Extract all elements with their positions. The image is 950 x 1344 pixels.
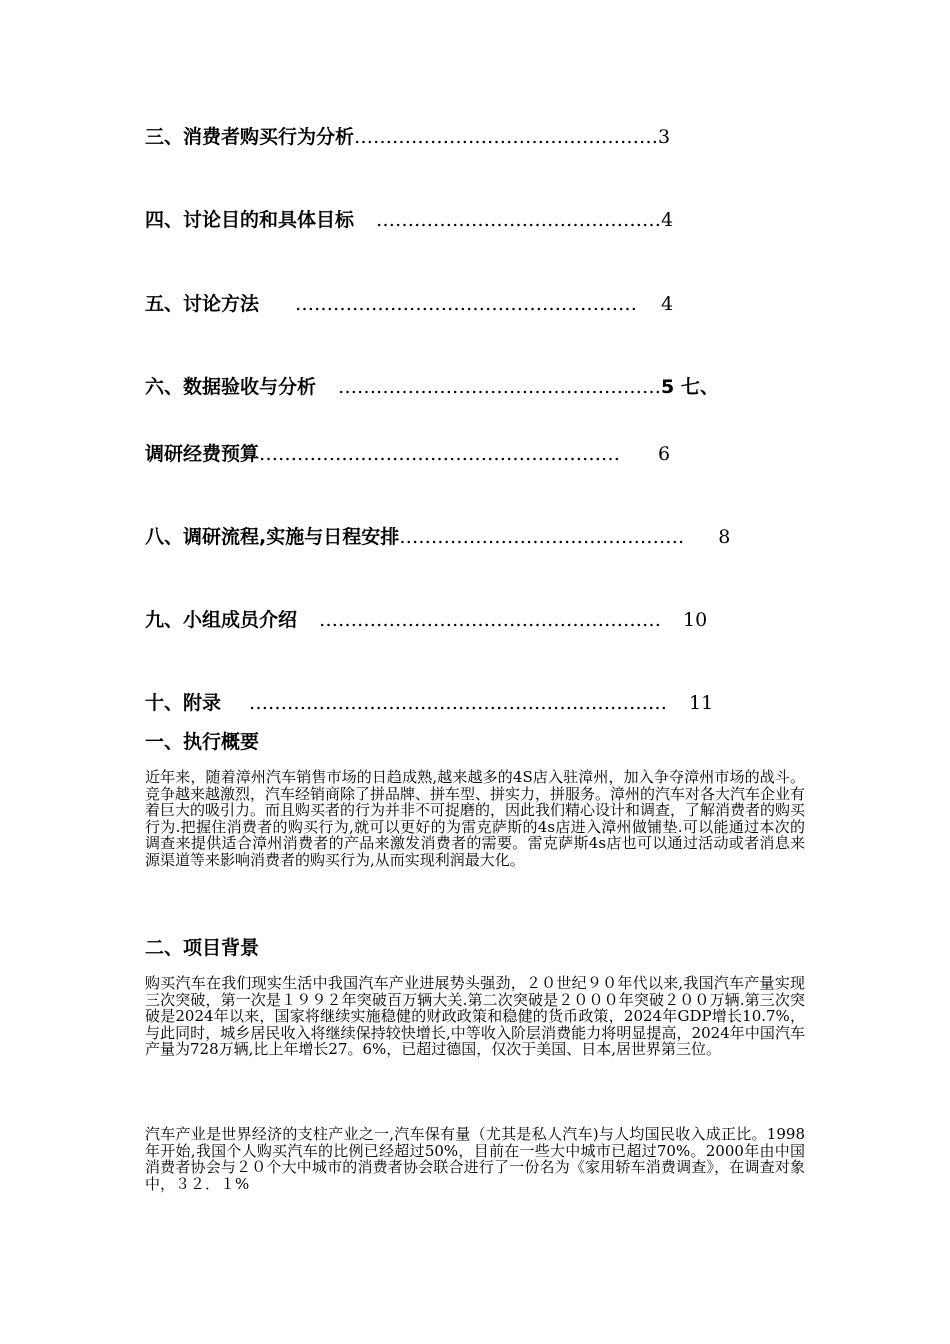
toc-dots: ………………………………………… bbox=[354, 126, 659, 148]
toc-dots: ……………………………………………… bbox=[319, 609, 662, 631]
section-heading-project-background: 二、项目背景 bbox=[145, 937, 260, 959]
toc-title: 四、讨论目的和具体目标 bbox=[145, 209, 355, 231]
toc-page-number: 5 七、 bbox=[661, 376, 719, 398]
section-heading-exec-summary: 一、执行概要 bbox=[145, 731, 260, 753]
toc-page-number: 4 bbox=[661, 293, 674, 315]
toc-title: 五、讨论方法 bbox=[145, 293, 260, 315]
toc-page-number: 4 bbox=[661, 209, 674, 231]
toc-line-8[interactable] bbox=[145, 525, 730, 549]
toc-title: 八、调研流程,实施与日程安排 bbox=[145, 526, 400, 548]
toc-line-7[interactable] bbox=[145, 442, 670, 466]
toc-title: 九、小组成员介绍 bbox=[145, 609, 298, 631]
project-background-paragraph-1: 购买汽车在我们现实生活中我国汽车产业进展势头强劲，２０世纪９０年代以来,我国汽车产量实现三次突破，第一次是１９９２年突破百万辆大关.第二次突破是２０００年突破２００万辆.第三次突破是2024年以来，国家将继续实施稳健的财政政策和稳健的货币政策，2024年GDP增长10.7%，与此同时，城乡居民收入将继续保持较快增长,中等收入阶层消费能力将明显提高，2024年中国汽车产量为728万辆,比上年增长27。6%，已超过德国，仅次于美国、日本,居世界第三位。 bbox=[145, 974, 805, 1059]
toc-dots: ……………………………………………… bbox=[295, 293, 638, 315]
toc-dots: ………………………………………………………… bbox=[249, 692, 668, 714]
toc-page-number: 6 bbox=[658, 443, 671, 465]
toc-line-10[interactable] bbox=[145, 691, 713, 715]
toc-line-5[interactable] bbox=[145, 292, 673, 316]
toc-line-3[interactable] bbox=[145, 125, 670, 149]
toc-page-number: 3 bbox=[658, 126, 671, 148]
toc-line-6[interactable] bbox=[145, 375, 719, 399]
toc-dots: ……………………………………… bbox=[399, 526, 685, 548]
project-background-paragraph-2: 汽车产业是世界经济的支柱产业之一,汽车保有量（尤其是私人汽车)与人均国民收入成正比。1998年开始,我国个人购买汽车的比例已经超过50%，目前在一些大中城市已超过70%。2000年由中国消费者协会与２０个大中城市的消费者协会联合进行了一份名为《家用轿车消费调查》，在调查对象中，３２．１% bbox=[145, 1125, 805, 1193]
exec-summary-paragraph: 近年来，随着漳州汽车销售市场的日趋成熟,越来越多的4S店入驻漳州，加入争夺漳州市场的战斗。竞争越来越激烈，汽车经销商除了拼品牌、拼车型、拼实力，拼服务。漳州的汽车对各大汽车企业有着巨大的吸引力。而且购买者的行为并非不可捉磨的，因此我们精心设计和调查，了解消费者的购买行为.把握住消费者的购买行为,就可以更好的为雷克萨斯的4s店进入漳州做铺垫.可以能通过本次的调查来提供适合漳州消费者的产品来激发消费者的需要。雷克萨斯4s店也可以通过活动或者消息来源渠道等来影响消费者的购买行为,从而实现利润最大化。 bbox=[145, 768, 806, 869]
toc-page-number: 10 bbox=[683, 609, 708, 631]
toc-title: 六、数据验收与分析 bbox=[145, 376, 317, 398]
toc-line-4[interactable] bbox=[145, 208, 673, 232]
toc-title: 调研经费预算 bbox=[145, 443, 260, 465]
toc-dots: ……………………………………… bbox=[376, 209, 662, 231]
toc-title: 三、消费者购买行为分析 bbox=[145, 126, 355, 148]
toc-dots: …………………………………………… bbox=[338, 376, 662, 398]
toc-page-number: 8 bbox=[718, 526, 731, 548]
toc-dots: ………………………………………………… bbox=[259, 443, 621, 465]
toc-page-number: 11 bbox=[689, 692, 714, 714]
toc-line-9[interactable] bbox=[145, 608, 707, 632]
toc-title: 十、附录 bbox=[145, 692, 222, 714]
